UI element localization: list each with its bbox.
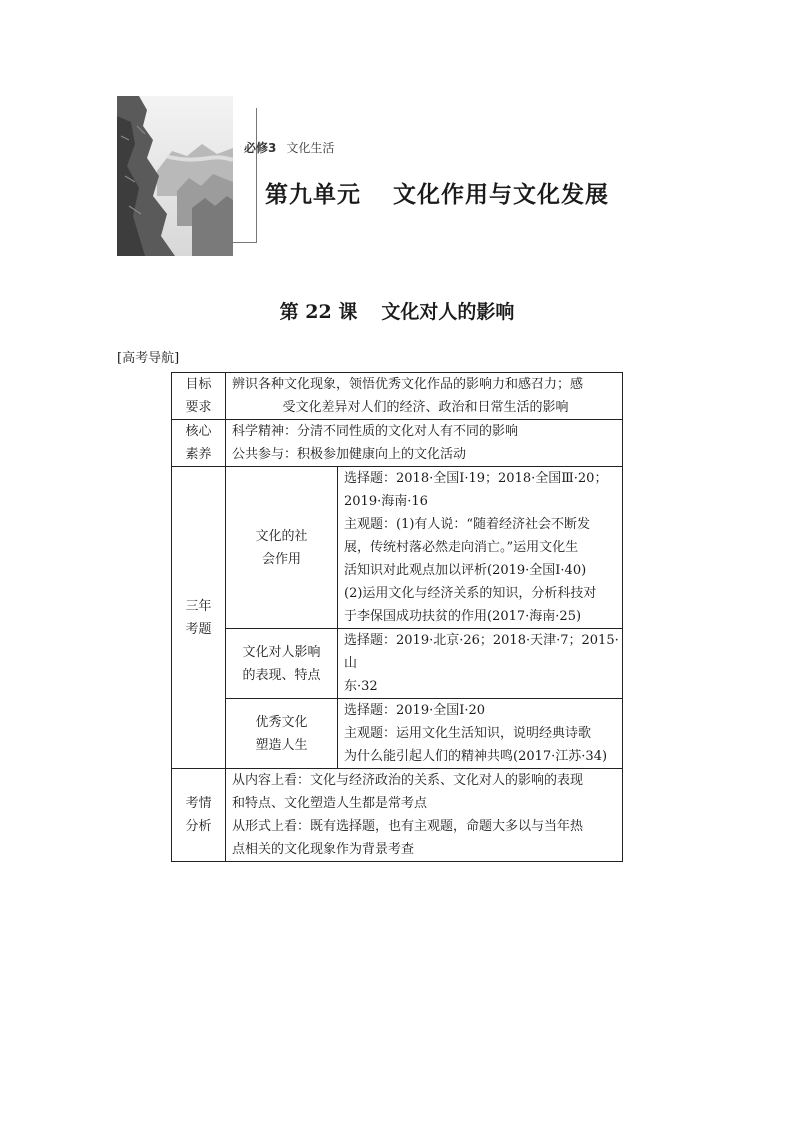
module-name: 必修3 bbox=[244, 141, 277, 155]
unit-name: 文化作用与文化发展 bbox=[393, 182, 609, 208]
lesson-name: 文化对人的影响 bbox=[381, 301, 515, 323]
exam-content-2: 选择题：2019·北京·26；2018·天津·7；2015·山 东·32 bbox=[338, 629, 623, 699]
analysis-row bbox=[172, 769, 623, 862]
literacy-content: 科学精神：分清不同性质的文化对人有不同的影响 公共参与：积极参加健康向上的文化活动 bbox=[226, 420, 623, 467]
module-subject: 文化生活 bbox=[286, 141, 335, 155]
exam-topic-3: 优秀文化 塑造人生 bbox=[226, 699, 338, 769]
exam-content-3: 选择题：2019·全国Ⅰ·20 主观题：运用文化生活知识，说明经典诗歌 为什么能引起人们的精神共鸣(2017·江苏·34) bbox=[338, 699, 623, 769]
module-label bbox=[244, 139, 334, 156]
exam-topic-1: 文化的社 会作用 bbox=[226, 467, 338, 629]
exam-row-1 bbox=[172, 467, 623, 629]
section-label: [高考导航] bbox=[117, 351, 180, 366]
header-vertical-rule bbox=[256, 108, 257, 243]
exam-row-3 bbox=[172, 699, 623, 769]
goal-row bbox=[172, 373, 623, 420]
goal-content: 辨识各种文化现象，领悟优秀文化作品的影响力和感召力；感 受文化差异对人们的经济、政治和日常生活的影响 bbox=[226, 373, 623, 420]
header-horizontal-rule bbox=[232, 242, 257, 243]
unit-title bbox=[265, 176, 609, 209]
exam-guide-table bbox=[171, 372, 623, 862]
goal-label: 目标 要求 bbox=[172, 373, 226, 420]
exams-label: 三年 考题 bbox=[172, 467, 226, 769]
analysis-content: 从内容上看：文化与经济政治的关系、文化对人的影响的表现 和特点、文化塑造人生都是常考点 从形式上看：既有选择题，也有主观题，命题大多以与当年热 点相关的文化现象作为背景考查 bbox=[226, 769, 623, 862]
analysis-label: 考情 分析 bbox=[172, 769, 226, 862]
exam-topic-2: 文化对人影响 的表现、特点 bbox=[226, 629, 338, 699]
lesson-number: 第 22 课 bbox=[279, 301, 358, 323]
exam-row-2 bbox=[172, 629, 623, 699]
landscape-image bbox=[117, 96, 233, 256]
literacy-row bbox=[172, 420, 623, 467]
literacy-label: 核心 素养 bbox=[172, 420, 226, 467]
unit-number: 第九单元 bbox=[265, 182, 361, 208]
exam-content-1: 选择题：2018·全国Ⅰ·19；2018·全国Ⅲ·20； 2019·海南·16 主观题：(1)有人说：“随着经济社会不断发 展，传统村落必然走向消亡。”运用文化生 活知识对此观点加以评析(2019·全国Ⅰ·40) (2)运用文化与经济关系的知识，分析科技对 于李保国成功扶贫的作用(2017·海南·25) bbox=[338, 467, 623, 629]
lesson-title bbox=[0, 297, 794, 324]
